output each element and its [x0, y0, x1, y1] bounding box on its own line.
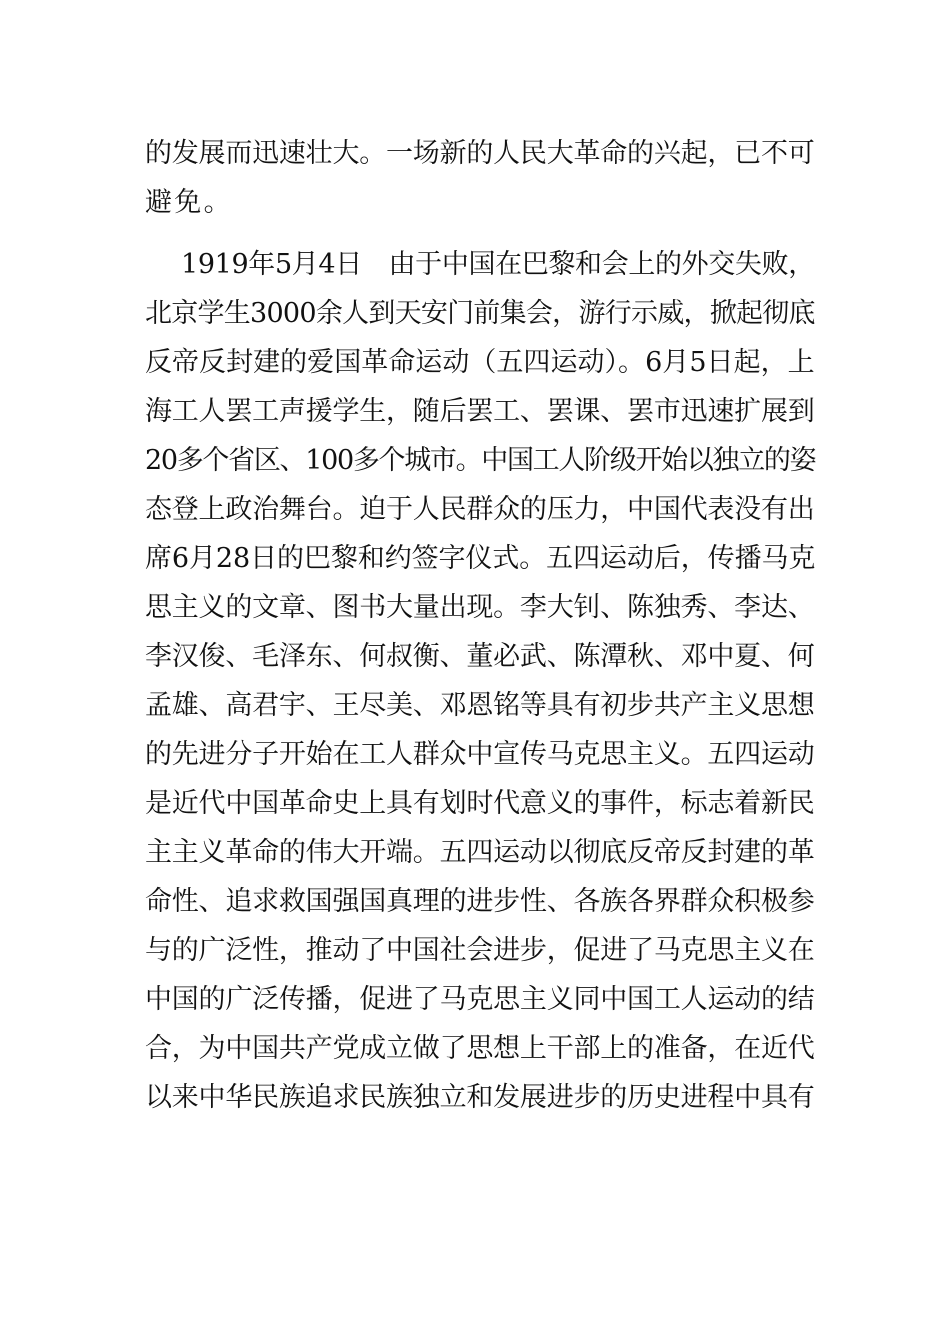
text-line: 主主义革命的伟大开端。五四运动以彻底反帝反封建的革	[145, 837, 815, 868]
text-line: 是近代中国革命史上具有划时代意义的事件，标志着新民	[145, 788, 815, 819]
text-line: 反帝反封建的爱国革命运动（五四运动）。6月5日起，上	[145, 347, 815, 378]
text-line: 海工人罢工声援学生，随后罢工、罢课、罢市迅速扩展到	[145, 396, 815, 427]
paragraph-continuation	[145, 129, 815, 227]
text-line: 席6月28日的巴黎和约签字仪式。五四运动后，传播马克	[145, 543, 816, 574]
text-line: 合，为中国共产党成立做了思想上干部上的准备，在近代	[145, 1033, 815, 1064]
paragraph-may-fourth	[145, 240, 815, 1171]
text-line: 避免。	[145, 187, 233, 218]
text-line: 的先进分子开始在工人群众中宣传马克思主义。五四运动	[145, 739, 815, 770]
text-line: 北京学生3000余人到天安门前集会，游行示威，掀起彻底	[145, 298, 815, 329]
text-line: 态登上政治舞台。迫于人民群众的压力，中国代表没有出	[145, 494, 815, 525]
text-line: 中国的广泛传播，促进了马克思主义同中国工人运动的结	[145, 984, 815, 1015]
text-line: 20多个省区、100多个城市。中国工人阶级开始以独立的姿	[145, 445, 816, 476]
text-line: 思主义的文章、图书大量出现。李大钊、陈独秀、李达、	[145, 592, 815, 623]
text-line: 孟雄、高君宇、王尽美、邓恩铭等具有初步共产主义思想	[145, 690, 815, 721]
text-line-first: 1919年5月4日 由于中国在巴黎和会上的外交失败，	[181, 249, 815, 280]
text-line: 的发展而迅速壮大。一场新的人民大革命的兴起，已不可	[145, 138, 815, 169]
text-line: 与的广泛性，推动了中国社会进步，促进了马克思主义在	[145, 935, 815, 966]
text-line	[145, 1122, 815, 1171]
text-line: 以来中华民族追求民族独立和发展进步的历史进程中具有	[145, 1082, 815, 1113]
text-line: 李汉俊、毛泽东、何叔衡、董必武、陈潭秋、邓中夏、何	[145, 641, 815, 672]
text-line: 命性、追求救国强国真理的进步性、各族各界群众积极参	[145, 886, 815, 917]
